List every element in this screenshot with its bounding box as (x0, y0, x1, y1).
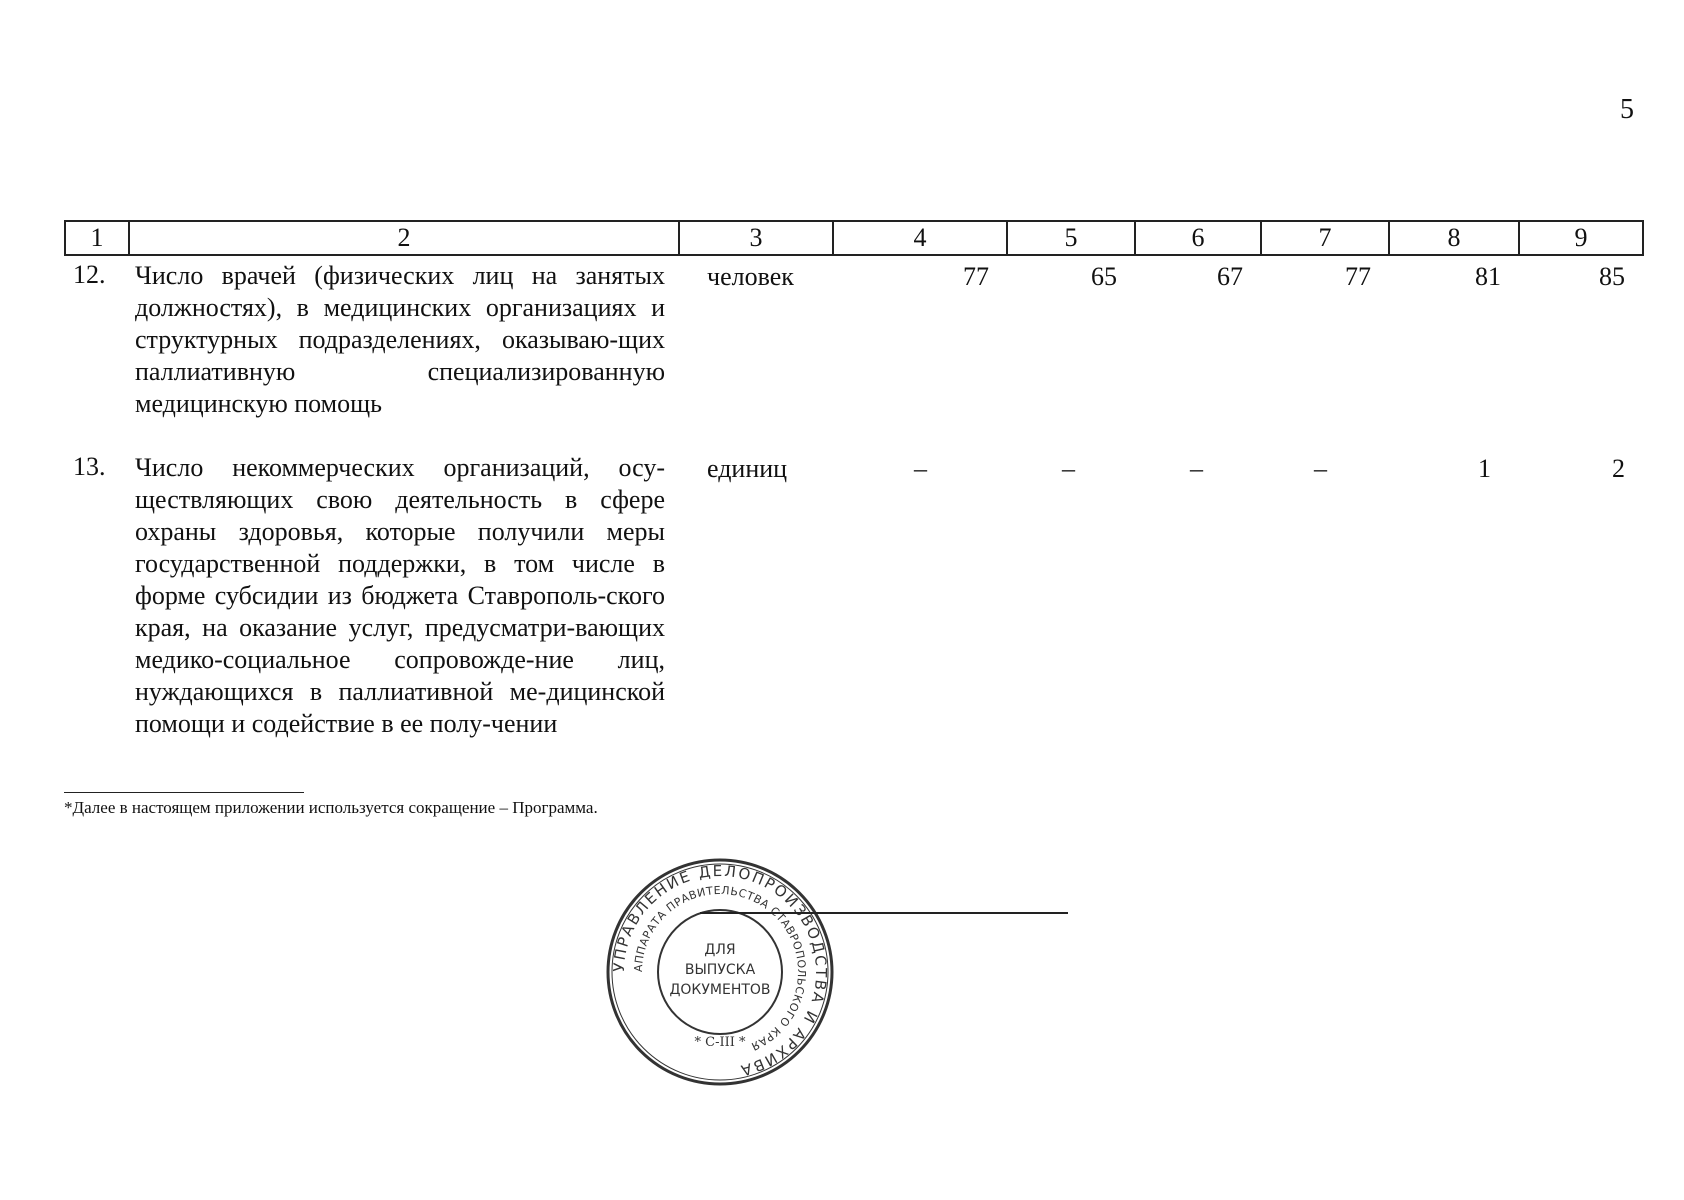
indicator-value: 77 (963, 262, 989, 291)
footnote: *Далее в настоящем приложении используется сокращение – Программа. (64, 798, 598, 817)
page-number: 5 (1620, 94, 1634, 125)
indicator-value: 65 (1091, 262, 1117, 291)
indicator-name: Число некоммерческих организаций, осу-ществляющих свою деятельность в сфере охраны здоровья, которые получили меры государственной поддержки, в том числе в форме субсидии из бюджета Ставрополь-ского края, на оказание услуг, предусматри-вающих медико-социальное сопровожде-ние лиц, нуждающихся в паллиативной ме-дицинской помощи и содействие в ее полу-чении (135, 453, 665, 738)
row-number: 13. (73, 452, 106, 481)
stamp-inner-text: АППАРАТА ПРАВИТЕЛЬСТВА СТАВРОПОЛЬСКОГО КРАЯ (631, 883, 809, 1054)
column-number: 4 (833, 221, 1007, 255)
table-row (65, 255, 1643, 448)
official-stamp (604, 856, 836, 1088)
stamp-seal (604, 856, 836, 1088)
unit-of-measure: единиц (707, 454, 788, 483)
stamp-code: * С-III * (694, 1035, 746, 1050)
column-number: 9 (1519, 221, 1643, 255)
indicator-value: 85 (1599, 262, 1625, 291)
column-number: 7 (1261, 221, 1389, 255)
indicator-value: 67 (1217, 262, 1243, 291)
column-number: 6 (1135, 221, 1261, 255)
indicator-value: – (914, 454, 927, 483)
indicator-value: 77 (1345, 262, 1371, 291)
column-number: 3 (679, 221, 833, 255)
data-table (64, 220, 1644, 740)
stamp-center-line: ВЫПУСКА (684, 962, 756, 978)
footnote-divider (64, 792, 304, 793)
indicator-value: – (1062, 454, 1075, 483)
signature-line (700, 912, 1068, 914)
indicator-value: 2 (1612, 454, 1625, 483)
indicator-value: 81 (1475, 262, 1501, 291)
stamp-outer-text: УПРАВЛЕНИЕ ДЕЛОПРОИЗВОДСТВА И АРХИВА (609, 861, 831, 1080)
stamp-center-line: ДОКУМЕНТОВ (669, 982, 771, 998)
indicator-value: – (1314, 454, 1327, 483)
indicator-value: – (1190, 454, 1203, 483)
column-number: 5 (1007, 221, 1135, 255)
table-row (65, 448, 1643, 740)
indicator-value: 1 (1478, 454, 1491, 483)
indicator-name: Число врачей (физических лиц на занятых должностях), в медицинских организациях и структурных подразделениях, оказываю-щих паллиативную специализированную медицинскую помощь (135, 261, 665, 418)
column-number-row (65, 221, 1643, 255)
column-number: 1 (65, 221, 129, 255)
column-number: 2 (129, 221, 679, 255)
unit-of-measure: человек (707, 262, 794, 291)
column-number: 8 (1389, 221, 1519, 255)
row-number: 12. (73, 260, 106, 289)
stamp-center-line: ДЛЯ (704, 942, 736, 958)
